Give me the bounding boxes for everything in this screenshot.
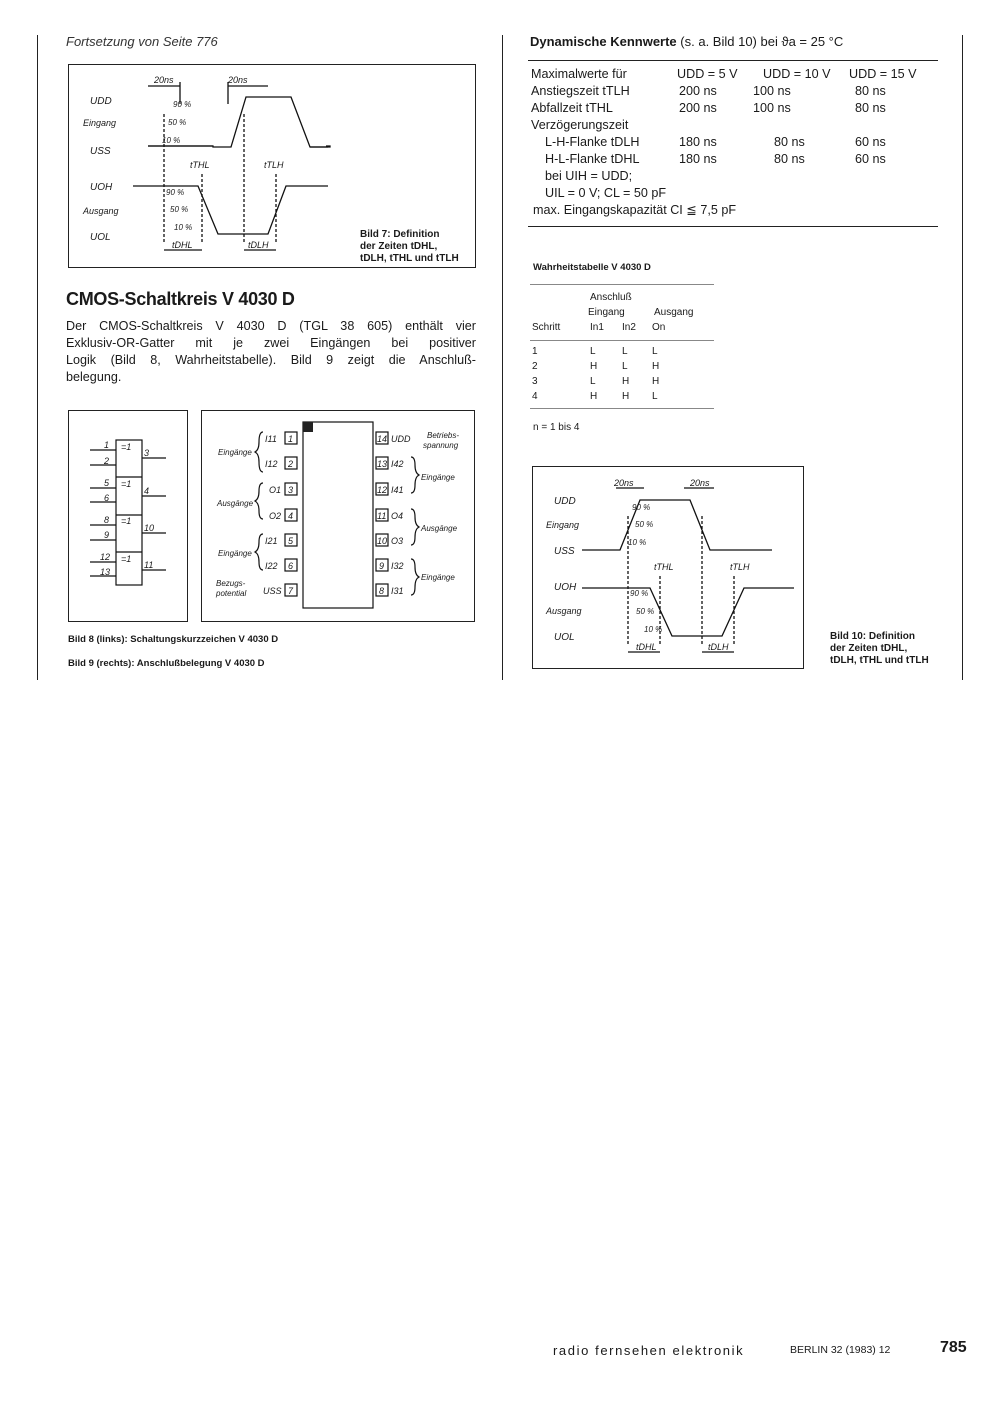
fig10-tdlh: tDLH <box>708 642 729 652</box>
truth-table-title: Wahrheitstabelle V 4030 D <box>533 262 651 273</box>
fig10-uoh: UOH <box>554 582 577 593</box>
pin13-num: 13 <box>377 459 388 469</box>
pin8-num: 8 <box>379 586 385 596</box>
truth-row-1-step: 1 <box>532 346 538 357</box>
fig7-p90a: 90 % <box>173 100 192 109</box>
pin14-num: 14 <box>377 434 388 444</box>
fig10-ausgang: Ausgang <box>546 606 582 616</box>
fig7-tthl: tTHL <box>190 160 210 170</box>
fig7-p90b: 90 % <box>166 188 185 197</box>
fig7-p50a: 50 % <box>168 118 187 127</box>
group-left-4: Bezugs- <box>216 579 246 588</box>
truth-row-1-on: L <box>652 346 658 357</box>
right-margin-rule <box>962 35 963 680</box>
pin2-name: I12 <box>265 459 278 469</box>
body-paragraph: Der CMOS-Schaltkreis V 4030 D (TGL 38 605) enthält vier Exklusiv-OR-Gatter mit je zwei Eingängen bei positiver Logik (Bild 8, Wahrheitstabelle). Bild 9 zeigt die Anschluß- belegung. <box>66 319 476 384</box>
truth-rule-top <box>530 284 714 285</box>
pin4-num: 4 <box>288 511 294 521</box>
gate4-sym: =1 <box>121 554 132 564</box>
fig10-p10b: 10 % <box>644 625 663 634</box>
figure-7-caption: Bild 7: Definition der Zeiten tDHL, tDLH, tTHL und tTLH <box>360 229 459 264</box>
group-left-3: Eingänge <box>218 549 252 558</box>
fig7-p50b: 50 % <box>170 205 189 214</box>
fig10-p90a: 90 % <box>632 503 651 512</box>
group-right-4: Ausgänge <box>421 524 458 533</box>
fig7-ns20a: 20ns <box>154 75 174 85</box>
gate4-in2: 13 <box>100 567 111 577</box>
pin7-num: 7 <box>288 586 294 596</box>
group-left-2: Ausgänge <box>217 499 254 508</box>
pin9-name: I32 <box>391 561 404 571</box>
pin11-name: O4 <box>391 511 404 521</box>
pin10-name: O3 <box>391 536 404 546</box>
fig10-ns20b: 20ns <box>690 478 710 488</box>
dyn-row: H-L-Flanke tDHL 180 ns 80 ns 60 ns <box>545 152 886 166</box>
footer-journal: radio fernsehen elektronik <box>553 1343 745 1358</box>
truth-row-3-on: H <box>652 376 660 387</box>
gate2-sym: =1 <box>121 479 132 489</box>
dyn-rule-top <box>528 60 938 61</box>
truth-table-body <box>530 346 714 406</box>
truth-table-note: n = 1 bis 4 <box>533 422 580 433</box>
pin12-num: 12 <box>377 485 388 495</box>
fig7-tdlh: tDLH <box>248 240 269 250</box>
pin10-num: 10 <box>377 536 388 546</box>
group-right-3: Eingänge <box>421 473 455 482</box>
fig7-uol: UOL <box>90 232 111 243</box>
group-left-5: potential <box>216 589 247 598</box>
pin4-name: O2 <box>269 511 282 521</box>
fig7-udd: UDD <box>90 96 112 107</box>
figure-10-caption: Bild 10: Definition der Zeiten tDHL, tDLH, tTHL und tTLH <box>830 631 929 666</box>
dyn-row: Maximalwerte für UDD = 5 V UDD = 10 V UDD = 15 V <box>531 67 917 81</box>
fig7-ttlh: tTLH <box>264 160 284 170</box>
gate2-in1: 5 <box>104 478 110 488</box>
gate1-out: 3 <box>144 448 150 458</box>
figure-9-pinout <box>201 410 475 622</box>
fig7-eingang: Eingang <box>83 118 117 128</box>
dyn-row: UIL = 0 V; CL = 50 pF <box>545 186 667 200</box>
fig7-tdhl: tDHL <box>172 240 193 250</box>
pin9-num: 9 <box>379 561 385 571</box>
gate4-out: 11 <box>144 560 154 570</box>
gate1-sym: =1 <box>121 442 132 452</box>
pin2-num: 2 <box>288 459 294 469</box>
dyn-rule-bottom <box>528 226 938 227</box>
fig7-p10b: 10 % <box>174 223 193 232</box>
fig10-tthl: tTHL <box>654 562 674 572</box>
truth-row-1-in1: L <box>590 346 596 357</box>
pin1-name: I11 <box>265 434 277 444</box>
truth-row-4-in2: H <box>622 391 630 402</box>
pin5-num: 5 <box>288 536 294 546</box>
gate1-in1: 1 <box>104 440 110 450</box>
group-right-1: Betriebs- <box>427 431 460 440</box>
gate2-out: 4 <box>144 486 150 496</box>
figure-8-caption: Bild 8 (links): Schaltungskurzzeichen V 4030 D <box>68 634 279 645</box>
center-rule <box>502 35 503 680</box>
section-heading: CMOS-Schaltkreis V 4030 D <box>66 289 295 309</box>
fig10-eingang: Eingang <box>546 520 580 530</box>
pin6-num: 6 <box>288 561 294 571</box>
fig10-p50a: 50 % <box>635 520 654 529</box>
fig10-p10a: 10 % <box>628 538 647 547</box>
fig10-tdhl: tDHL <box>636 642 657 652</box>
fig10-p90b: 90 % <box>630 589 649 598</box>
group-left-1: Eingänge <box>218 448 252 457</box>
pin13-name: I42 <box>391 459 404 469</box>
truth-row-4-in1: H <box>590 391 598 402</box>
fig7-ausgang: Ausgang <box>83 206 119 216</box>
pin6-name: I22 <box>265 561 278 571</box>
dynamic-heading: Dynamische Kennwerte (s. a. Bild 10) bei ϑa = 25 °C <box>530 34 844 49</box>
group-right-5: Eingänge <box>421 573 455 582</box>
pin1-num: 1 <box>288 434 294 444</box>
left-margin-rule <box>37 35 38 680</box>
figure-9-caption: Bild 9 (rechts): Anschlußbelegung V 4030 D <box>68 658 265 669</box>
fig7-p10a: 10 % <box>162 136 181 145</box>
fig10-ttlh: tTLH <box>730 562 750 572</box>
truth-row-2-in2: L <box>622 361 628 372</box>
truth-row-3-in2: H <box>622 376 630 387</box>
figure-10-timing-diagram <box>532 466 804 669</box>
truth-row-2-in1: H <box>590 361 598 372</box>
pin11-num: 11 <box>377 511 387 521</box>
fig7-uss: USS <box>90 146 111 157</box>
gate3-sym: =1 <box>121 516 132 526</box>
truth-row-2-step: 2 <box>532 361 538 372</box>
footer-issue: BERLIN 32 (1983) 12 <box>790 1344 891 1356</box>
page-number: 785 <box>940 1339 967 1356</box>
dyn-row: L-H-Flanke tDLH 180 ns 80 ns 60 ns <box>545 135 886 149</box>
dynamic-table <box>531 66 941 219</box>
fig7-uoh: UOH <box>90 182 113 193</box>
gate3-in2: 9 <box>104 530 110 540</box>
pin8-name: I31 <box>391 586 404 596</box>
pin14-name: UDD <box>391 434 411 444</box>
pin12-name: I41 <box>391 485 404 495</box>
group-right-2: spannung <box>423 441 459 450</box>
dyn-row: bei UIH = UDD; <box>545 169 633 183</box>
continuation-note: Fortsetzung von Seite 776 <box>66 34 218 49</box>
dyn-row: Anstiegszeit tTLH 200 ns 100 ns 80 ns <box>531 84 886 98</box>
truth-row-3-step: 3 <box>532 376 538 387</box>
fig10-uol: UOL <box>554 632 575 643</box>
gate2-in2: 6 <box>104 493 110 503</box>
fig10-uss: USS <box>554 546 575 557</box>
truth-rule-mid <box>530 340 714 341</box>
figure-8-gate-symbols <box>68 410 188 622</box>
truth-rule-bottom <box>530 408 714 409</box>
truth-row-1-in2: L <box>622 346 628 357</box>
dyn-row: max. Eingangskapazität CI ≦ 7,5 pF <box>533 203 737 217</box>
pin5-name: I21 <box>265 536 278 546</box>
truth-row-3-in1: L <box>590 376 596 387</box>
fig10-p50b: 50 % <box>636 607 655 616</box>
fig10-udd: UDD <box>554 496 576 507</box>
gate3-out: 10 <box>144 523 155 533</box>
pin7-name: USS <box>263 586 282 596</box>
gate3-in1: 8 <box>104 515 110 525</box>
truth-row-2-on: H <box>652 361 660 372</box>
gate4-in1: 12 <box>100 552 111 562</box>
dyn-row: Verzögerungszeit <box>531 118 629 132</box>
pin3-num: 3 <box>288 485 294 495</box>
figure-7-timing-diagram <box>68 64 358 268</box>
fig10-ns20a: 20ns <box>614 478 634 488</box>
fig7-ns20b: 20ns <box>228 75 248 85</box>
dyn-row: Abfallzeit tTHL 200 ns 100 ns 80 ns <box>531 101 886 115</box>
truth-row-4-step: 4 <box>532 391 538 402</box>
truth-row-4-on: L <box>652 391 658 402</box>
gate1-in2: 2 <box>104 456 110 466</box>
pin3-name: O1 <box>269 485 282 495</box>
